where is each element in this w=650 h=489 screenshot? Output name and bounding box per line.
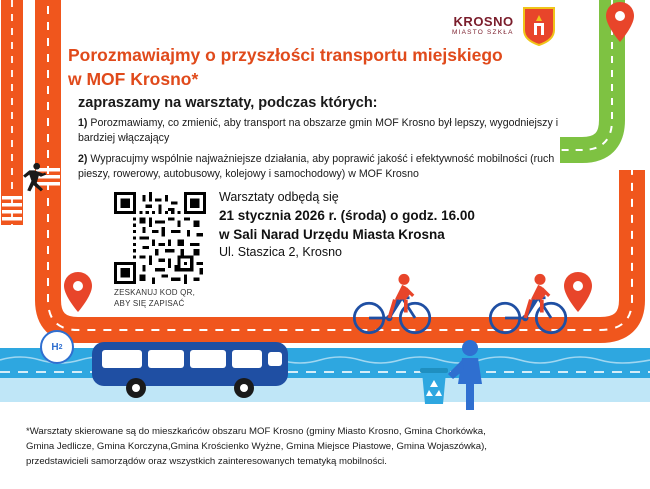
map-pin-icon-right <box>564 272 592 312</box>
event-venue: w Sali Narad Urzędu Miasta Krosna <box>219 227 445 242</box>
footnote-line-2: Gmina Jedlicze, Gmina Korczyna,Gmina Krościenko Wyżne, Gmina Miejsce Piastowe, Gmina Wojaszówka), <box>26 440 487 452</box>
hydrogen-badge-sub: 2 <box>58 343 63 351</box>
footnote <box>26 425 626 470</box>
headline-line-1: Porozmawiajmy o przyszłości transportu miejskiego <box>68 45 503 65</box>
subheading: zapraszamy na warsztaty, podczas których: <box>78 95 378 111</box>
bullet-1-number: 1) <box>78 117 88 129</box>
qr-caption-line-2: ABY SIĘ ZAPISAĆ <box>114 298 185 308</box>
footnote-line-3: przedstawicieli samorządów oraz wszystkich zainteresowanych tematyką mobilności. <box>26 455 387 467</box>
qr-caption-line-1: ZESKANUJ KOD QR, <box>114 288 195 297</box>
bullet-item-2 <box>78 152 578 182</box>
footnote-line-1: *Warsztaty skierowane są do mieszkańców obszaru MOF Krosno (gminy Miasto Krosno, Gmina Chorkówka, <box>26 426 486 437</box>
event-intro: Warsztaty odbędą się <box>219 190 339 204</box>
hydrogen-badge-icon <box>40 330 74 364</box>
qr-caption <box>114 288 224 310</box>
logo-title: KROSNO <box>453 13 514 29</box>
hydrogen-badge-label: H <box>51 341 59 353</box>
krosno-coat-of-arms-icon <box>522 6 556 46</box>
qr-code[interactable] <box>114 192 206 284</box>
logo-subtitle: MIASTO SZKŁA <box>452 29 514 37</box>
bullet-2-text: Wypracujmy wspólnie najważniejsze działania, aby poprawić jakość i efektywność mobilności (ruch pieszy, rowerowy, autobusowy, kolejowy i samochodowy) w MOF Krosno <box>78 153 555 181</box>
bullet-2-number: 2) <box>78 153 88 166</box>
event-date: 21 stycznia 2026 r. (środa) o godz. 16.00 <box>219 208 475 223</box>
event-address: Ul. Staszica 2, Krosno <box>219 245 342 259</box>
headline-line-2: w MOF Krosno* <box>68 68 199 89</box>
map-pin-icon-left <box>64 272 92 312</box>
bullet-list <box>78 116 578 188</box>
krosno-logo <box>452 6 556 46</box>
bullet-1-text: Porozmawiamy, co zmienić, aby transport na obszarze gmin MOF Krosno był lepszy, wygodniejszy i bardziej włączający <box>78 117 559 145</box>
page-title <box>68 44 568 91</box>
bullet-item-1 <box>78 116 578 146</box>
event-details <box>219 190 549 259</box>
